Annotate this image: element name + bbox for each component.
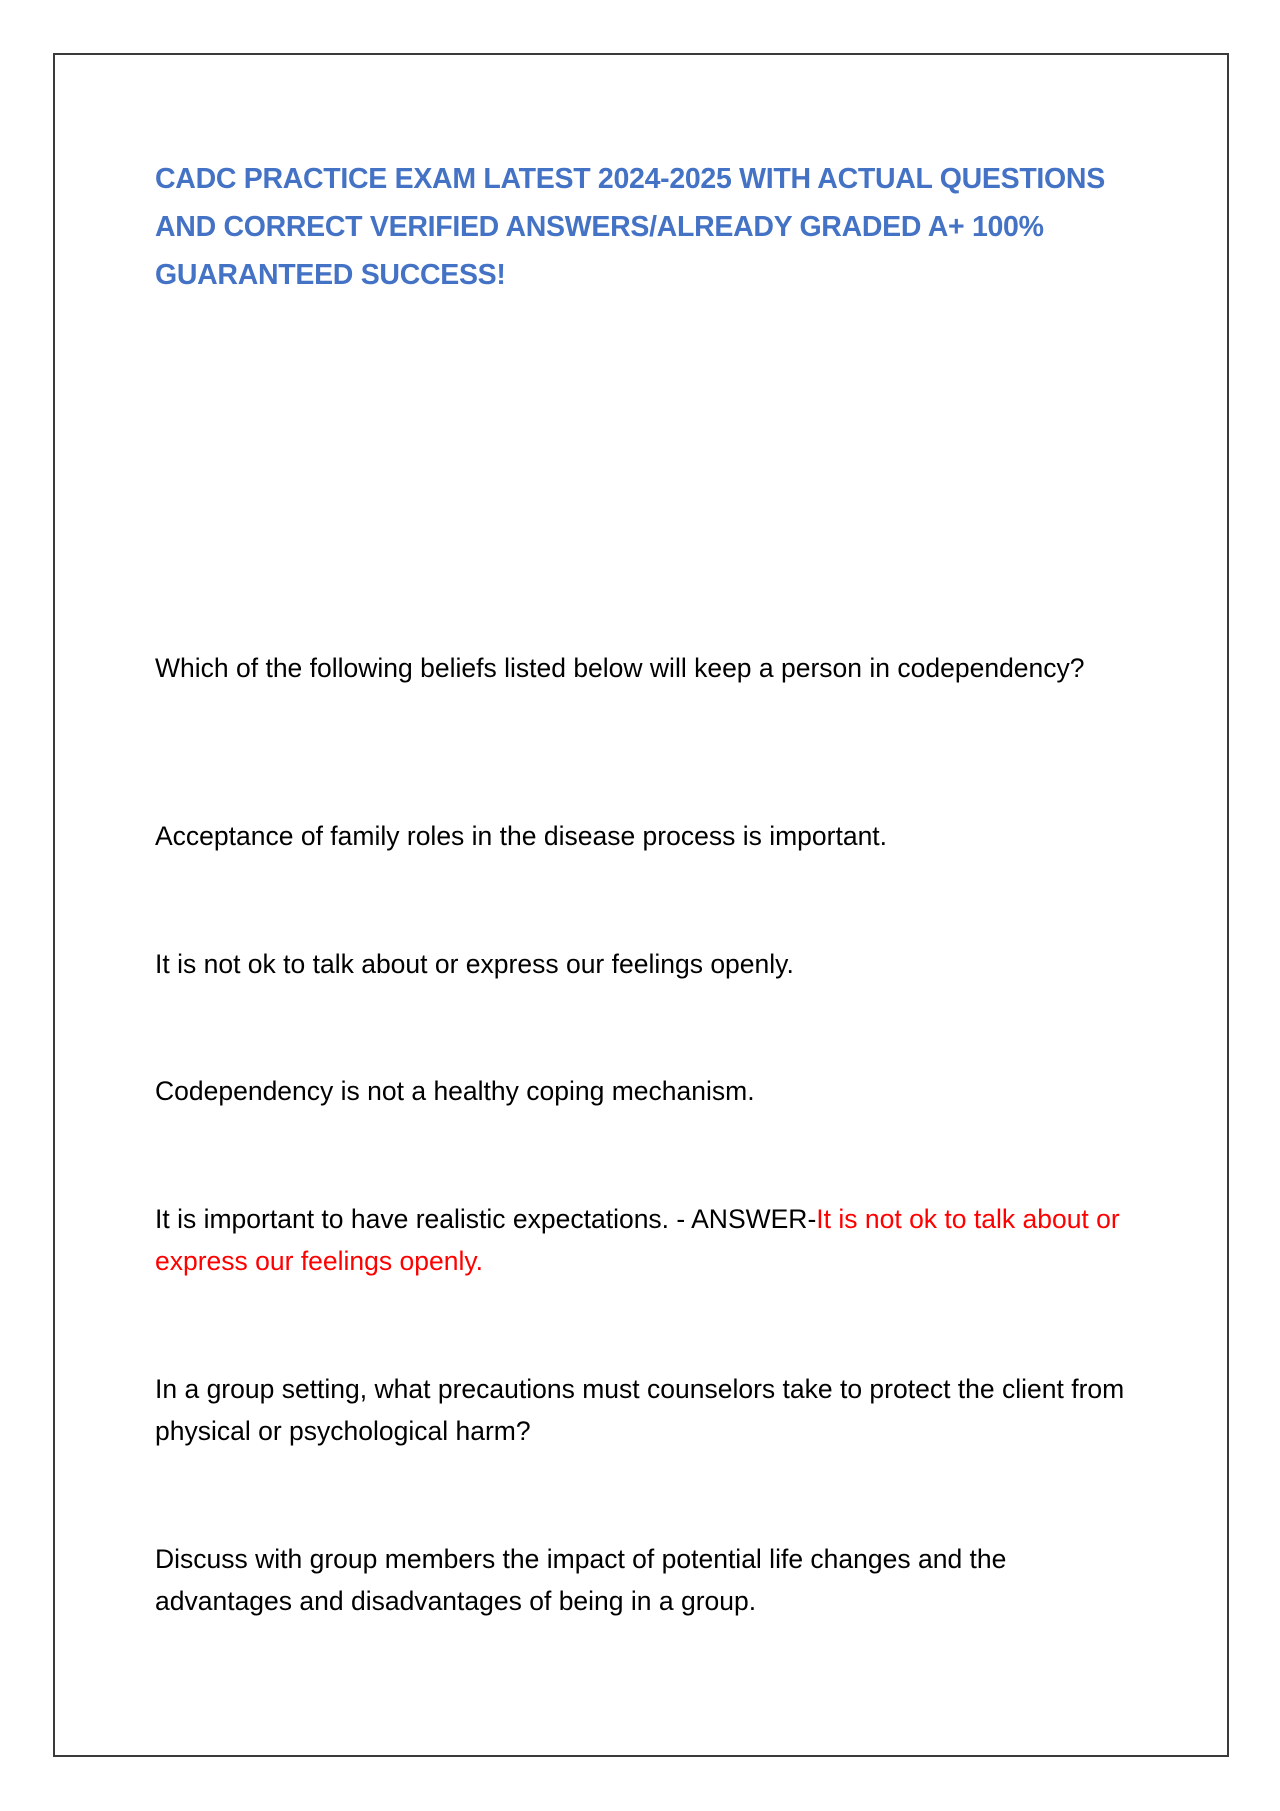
document-title: CADC PRACTICE EXAM LATEST 2024-2025 WITH ACTUAL QUESTIONS AND CORRECT VERIFIED ANSWERS/ALREADY GRADED A+ 100% GUARANTEED SUCCESS! [155,163,1105,291]
question-2-option-a: Discuss with group members the impact of potential life changes and the advantages and disadvantages of being in a group. [155,1544,1007,1616]
question-1-answer: It is not ok to talk about or express our feelings openly. [155,1204,1120,1276]
question-1-option-b: It is not ok to talk about or express our feelings openly. [155,949,794,979]
question-1-option-d-with-answer [155,1198,1145,1282]
question-1-text: Which of the following beliefs listed below will keep a person in codependency? [155,653,1085,683]
question-1-option-d: It is important to have realistic expectations. - ANSWER- [155,1204,817,1234]
question-1-option-c: Codependency is not a healthy coping mechanism. [155,1076,755,1106]
question-2-text: In a group setting, what precautions must counselors take to protect the client from physical or psychological harm? [155,1374,1125,1446]
page-border [53,53,1229,1757]
question-1-option-a: Acceptance of family roles in the disease process is important. [155,821,888,851]
